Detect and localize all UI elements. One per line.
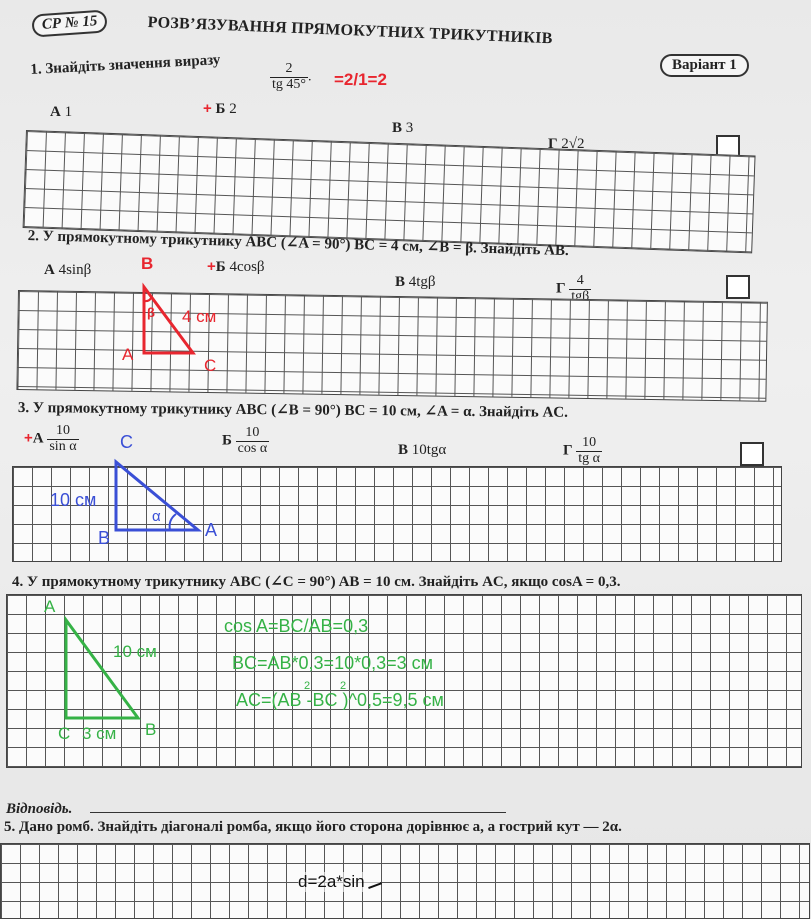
q1-option-d: Г 2√2 [548,136,585,152]
q2-option-b: +Б 4cosβ [207,258,265,275]
q4-answer-label: Відповідь. [6,801,73,817]
q5-handwritten-answer: d=2a*sin [298,872,380,892]
q4-superscript-2: 2 [340,680,347,692]
variant-badge: Варіант 1 [660,54,749,77]
q5-grid [0,843,810,919]
q1-frac-num: 2 [270,62,308,78]
work-number-badge: СР № 15 [31,9,108,37]
q1-plus-mark: + [203,100,212,117]
q1-option-c: В 3 [392,120,414,136]
q1-dot: . [308,69,312,85]
q2-label-beta: β [147,305,155,320]
q3-label-a: A [205,520,218,540]
q5-number: 5. [4,819,16,835]
q5-text [4,819,622,836]
q4-solution-line-1: cos A=BC/AB=0,3 [224,616,369,636]
worksheet-title: РОЗВ’ЯЗУВАННЯ ПРЯМОКУТНИХ ТРИКУТНИКІВ [147,14,554,48]
q5-alpha-scribble [364,871,382,889]
q4-solution-line-2: BC=AB*0,3=10*0,3=3 см [232,653,434,673]
q1-number: 1. [30,61,43,78]
q4-label-a: A [44,597,56,616]
q3-plus-mark: + [24,429,33,447]
q2-option-c: В 4tgβ [395,274,436,290]
q3-number: 3. [17,399,30,417]
q4-superscript-1: 2 [304,680,311,692]
q4-solution-line-3: AC=(AB -BC )^0,5=9,5 см [236,690,444,710]
q4-question: У прямокутному трикутнику ABC (∠C = 90°) AB = 10 см. Знайдіть AC, якщо cosA = 0,3. [27,574,621,590]
q2-label-c: C [204,356,217,375]
q3-option-a: +А $\frac{10}{\text{sin α}}$ [24,423,77,454]
q3-option-d: Г $\frac{10}{\text{tg α}}$ [563,435,601,466]
q4-triangle [66,620,138,718]
q2-option-a: А 4sinβ [44,262,92,278]
q3-label-alpha: α [152,508,161,525]
q1-frac-den: tg 45° [272,76,306,92]
q3-option-b: Б $\frac{10}{\text{cos α}}$ [222,425,268,456]
q2-question: У прямокутному трикутнику ABC (∠A = 90°) BC = 4 см, ∠B = β. Знайдіть AB. [42,228,569,260]
q3-question: У прямокутному трикутнику ABC (∠B = 90°) BC = 10 см, ∠A = α. Знайдіть AC. [32,400,568,421]
q2-number: 2. [27,227,40,245]
q3-label-c: C [120,432,133,452]
q1-option-b: + Б 2 [203,100,237,117]
q2-plus-mark: + [207,258,216,275]
q4-label-c: C [58,724,71,743]
q1-handwritten-answer: =2/1=2 [334,70,387,89]
q1-option-a: А 1 [50,104,73,120]
q2-label-a: A [122,345,134,364]
q2-option-d: Г $\frac{4}{\text{tgβ}}$ [556,273,590,304]
q5-question: Дано ромб. Знайдіть діагоналі ромба, якщо його сторона дорівнює a, а гострий кут — 2α. [19,819,622,835]
q3-option-c: В 10tgα [398,442,447,458]
q1-question: Знайдіть значення виразу [44,52,221,78]
q4-answer-line[interactable] [90,812,506,813]
q4-number: 4. [12,574,24,590]
q4-label-hyp: 10 см [113,642,157,661]
q3-label-b: B [98,528,111,548]
q3-label-side: 10 см [50,490,97,510]
q2-label-side: 4 см [182,307,217,326]
q2-label-b: B [141,254,154,273]
q4-label-b: B [145,720,157,739]
q4-label-leg: 3 см [82,724,117,743]
